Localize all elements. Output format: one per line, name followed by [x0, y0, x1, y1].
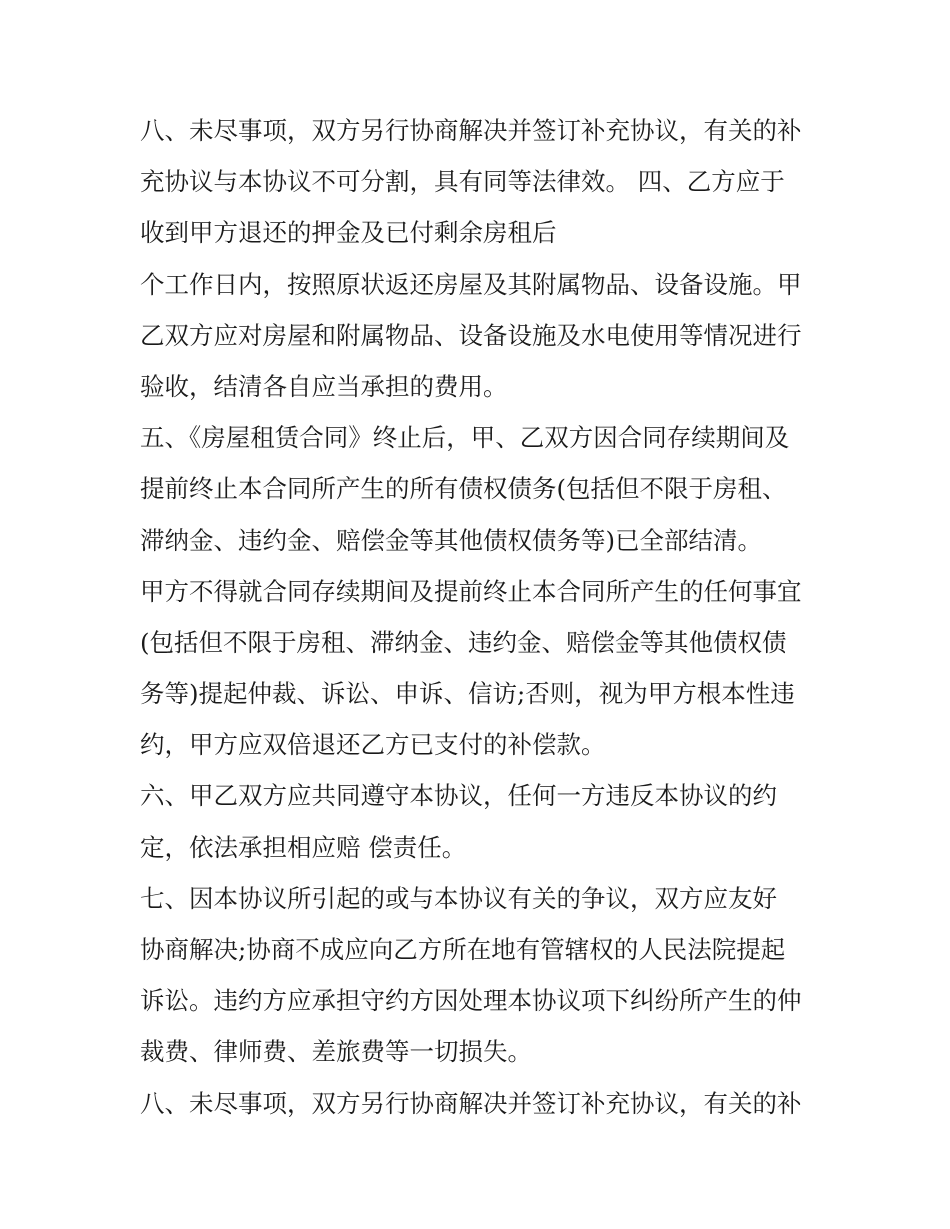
text-line: 务等)提起仲裁、诉讼、申诉、信访;否则，视为甲方根本性违 [140, 679, 795, 709]
text-line: 六、甲乙双方应共同遵守本协议，任何一方违反本协议的约 [140, 781, 777, 811]
text-line: 甲方不得就合同存续期间及提前终止本合同所产生的任何事宜 [140, 576, 802, 606]
text-line: 乙双方应对房屋和附属物品、设备设施及水电使用等情况进行 [140, 320, 802, 350]
text-line: 滞纳金、违约金、赔偿金等其他债权债务等)已全部结清。 [140, 525, 763, 555]
text-line: 七、因本协议所引起的或与本协议有关的争议，双方应友好 [140, 883, 777, 913]
text-line: 约，甲方应双倍退还乙方已支付的补偿款。 [140, 730, 606, 760]
text-line: 诉讼。违约方应承担守约方因处理本协议项下纠纷所产生的仲 [140, 986, 802, 1016]
text-line: 协商解决;协商不成应向乙方所在地有管辖权的人民法院提起 [140, 935, 786, 964]
text-line: 验收，结清各自应当承担的费用。 [140, 371, 508, 401]
text-line: 提前终止本合同所产生的所有债权债务(包括但不限于房租、 [140, 474, 787, 504]
text-line: 定，依法承担相应赔 偿责任。 [140, 832, 467, 862]
text-line: 八、未尽事项，双方另行协商解决并签订补充协议，有关的补 [140, 1088, 802, 1118]
text-line: 裁费、律师费、差旅费等一切损失。 [140, 1037, 532, 1067]
text-line: (包括但不限于房租、滞纳金、违约金、赔偿金等其他债权债 [140, 627, 787, 657]
text-line: 八、未尽事项，双方另行协商解决并签订补充协议，有关的补 [140, 116, 802, 145]
text-line: 个工作日内，按照原状返还房屋及其附属物品、设备设施。甲 [140, 269, 802, 299]
document-body [140, 105, 820, 1129]
text-line: 充协议与本协议不可分割，具有同等法律效。 四、乙方应于 [140, 167, 785, 197]
text-line: 收到甲方退还的押金及已付剩余房租后 [140, 218, 557, 248]
text-line: 五、《房屋租赁合同》终止后，甲、乙双方因合同存续期间及 [140, 423, 790, 453]
